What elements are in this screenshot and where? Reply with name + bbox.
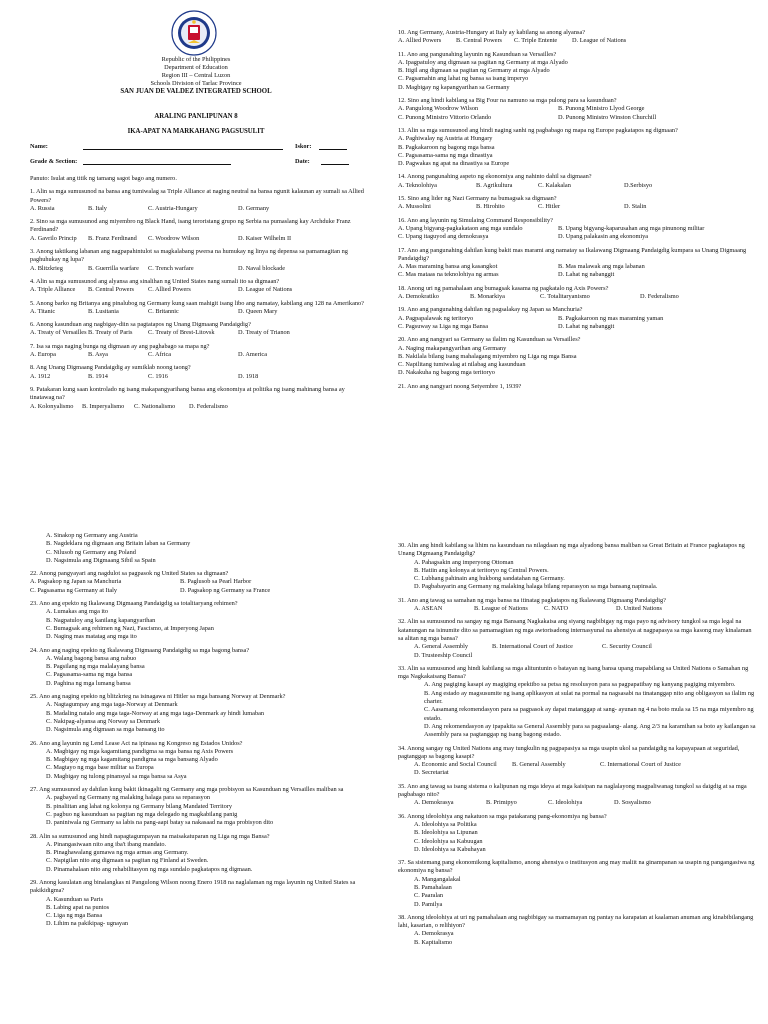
- col1-question-6: [30, 321, 366, 338]
- col2-question-2: [398, 51, 748, 92]
- col1-option: C. Allied Powers: [148, 286, 191, 294]
- col4-question-1: [398, 542, 756, 592]
- deped-seal-icon: [171, 10, 217, 56]
- col3-option: A. Lumakas ang mga ito: [46, 608, 109, 616]
- col3-option: B. Magbigay ng mga kagamitang pandigma sa mga bansang Alyado: [46, 756, 218, 764]
- col2-option: A. Upang bigyang-pagkakataon ang mga sundalo: [398, 224, 523, 232]
- col2-option: C. Totalitaryanismo: [540, 293, 590, 301]
- col1-options-row: [30, 329, 366, 337]
- col4-option: B. Pamahalaan: [414, 883, 452, 891]
- col3-option: D. Paghina ng mga lumang bansa: [46, 679, 131, 687]
- col4-question-text: 32. Alin sa sumusunod na sangay ng mga Bansang Nagkakaisa ang siyang nagbibigay ng mga payo ng advisory tungkol sa mga legal na katanungan na isinumite dito sa pamamagitan ng mga awtorisadong internasyunal na ahensiya at nagpapasya sa mga kasong may kinalaman sa alitan ng mga bansa?: [398, 618, 752, 642]
- col1-options-row: [30, 235, 366, 243]
- col4-options-row: [398, 799, 756, 807]
- col4-option: C. Lubhang pahinain ang hukbong sandatahan ng Germany.: [414, 575, 565, 583]
- col1-option: D. America: [238, 351, 268, 359]
- col2-question-text: 12. Sino ang hindi kabilang sa Big Four na namuno sa mga pulong para sa kasunduan?: [398, 97, 617, 105]
- col2-option: A. Paghiwalay ng Austria at Hungary: [398, 135, 493, 143]
- col3-question-3: [30, 600, 375, 641]
- col3-option: A. Pinangasiwaan nito ang iba't ibang mandato.: [46, 840, 167, 848]
- col1-options-row: [30, 265, 366, 273]
- col1-question-7: [30, 343, 366, 360]
- col4-option: C. Security Council: [602, 643, 652, 651]
- col1-option: A. Blitzkrieg: [30, 264, 63, 272]
- col2-options-row: [398, 225, 748, 233]
- col1-question-text: 7. Isa sa mga naging bunga ng digmaan ay ang paghabago sa mapa ng?: [30, 342, 210, 350]
- col1-question-2: [30, 218, 366, 243]
- col1-option: A. Triple Alliance: [30, 286, 76, 294]
- col2-option: C. Mas mataas na teknolohiya ng armas: [398, 271, 499, 279]
- col1-options-row: [30, 286, 366, 294]
- col2-option: C. Triple Entente: [514, 37, 558, 45]
- department-line: Department of Education: [164, 64, 228, 72]
- name-field[interactable]: [30, 143, 283, 150]
- col1-option: D. Naval blockade: [238, 264, 286, 272]
- col3-option: B. Paglusob sa Pearl Harbor: [180, 578, 252, 586]
- col2-options-row: [398, 323, 748, 331]
- col1-option: C. Treaty of Brest-Litovsk: [148, 329, 215, 337]
- col3-option: D. Nagsimula ang digmaan sa mga bansang ito: [46, 726, 165, 734]
- col2-option: C. Pagsasama-sama ng mga dinastiya: [398, 151, 493, 159]
- school-name: SAN JUAN DE VALDEZ INTEGRATED SCHOOL: [120, 88, 272, 96]
- column-4: [398, 542, 756, 952]
- col1-option: D. Queen Mary: [238, 307, 278, 315]
- col2-option: B. Monarkiya: [470, 293, 505, 301]
- col3-option: A. Walang bagong bansa ang nabuo: [46, 654, 137, 662]
- col2-option: D. Magbigay ng kapangyarihan sa Germany: [398, 83, 510, 91]
- col2-option: D. Lahat ng nabanggit: [558, 322, 615, 330]
- col4-option: D. Pamilya: [414, 900, 443, 908]
- col3-option: B. Pagsilang ng mga malalayang bansa: [46, 663, 145, 671]
- col2-options-row: [398, 114, 748, 122]
- col1-option: C. Trench warfare: [148, 264, 194, 272]
- col2-option: C. Pagsuway sa Liga ng mga Bansa: [398, 322, 489, 330]
- col2-option: D. League of Nations: [572, 37, 627, 45]
- col3-question-9: [30, 879, 375, 929]
- col1-option: A. Kolonyalismo: [30, 402, 74, 410]
- col3-question-text: 24. Ano ang naging epekto ng Ikalawang Digmaang Pandaigdig sa mga bagong bansa?: [30, 646, 250, 654]
- col3-question-5: [30, 693, 375, 734]
- col3-option: C. Liga ng mga Bansa: [46, 912, 103, 920]
- col4-options-row: [398, 761, 756, 778]
- col3-question-text: 26. Ano ang layunin ng Lend Lease Act na ipinasa ng Kongreso ng Estados Unidos?: [30, 739, 243, 747]
- iskor-field[interactable]: [295, 143, 347, 150]
- col3-question-8: [30, 833, 375, 874]
- col2-option: B. Pagkakaroon ng mas maraming yaman: [558, 314, 664, 322]
- col2-option: A. Naging makapangyarihan ang Germany: [398, 344, 507, 352]
- question-list-1: [30, 188, 366, 411]
- col2-option: C. Upang itaguyod ang demokrasya: [398, 233, 489, 241]
- col4-question-3: [398, 618, 756, 659]
- col4-option: B. General Assembly: [512, 761, 566, 769]
- col1-question-8: [30, 364, 366, 381]
- col4-option: D. Ang rekomendasyon ay ipapakita sa General Assembly para sa pagsaalang- alang. Ang 2/3 na karamihan sa boto ay kailangan sa Assembly para sa pagtanggap ng isang bagong estado.: [424, 722, 756, 739]
- col4-option: A. Pahagsakin ang imperyong Ottoman: [414, 558, 514, 566]
- col4-option: A. General Assembly: [414, 643, 469, 651]
- col1-option: C. Africa: [148, 351, 172, 359]
- date-field[interactable]: [295, 158, 349, 165]
- col2-question-10: [398, 306, 748, 331]
- col3-option: D. paniniwala ng Germany sa labis na pang-aapi batay sa nakasaad na mga probisyon dito: [46, 819, 274, 827]
- col4-question-text: 35. Ano ang tawag sa isang sistema o kalipunan ng mga ideya at mga kaisipan na naglalayong magpaliwanag tungkol sa daigdig at sa mga pagbabago nito?: [398, 782, 747, 799]
- name-label: Name:: [30, 143, 48, 150]
- col2-option: D. Nakakuha ng bagong mga teritoryo: [398, 369, 495, 377]
- col4-option: D. Sosyalismo: [614, 799, 651, 807]
- col4-option: B. League of Nations: [474, 605, 528, 613]
- col3-question-1: [30, 532, 375, 565]
- col2-option: B. Upang bigyang-kaparusahan ang mga pinunong militar: [558, 224, 705, 232]
- col2-option: B. Hirohito: [476, 203, 505, 211]
- col1-options-row: [30, 351, 366, 359]
- col4-option: C. NATO: [544, 605, 569, 613]
- col1-question-5: [30, 300, 366, 317]
- col4-option: D. Secretariat: [414, 769, 449, 777]
- col3-question-text: 29. Anong kasulatan ang binalangkas ni Pangulong Wilson noong Enero 1918 na naglalaman ng mga layunin ng United States sa pakikidigma?: [30, 878, 356, 895]
- col1-question-text: 1. Alin sa mga sumusunod na bansa ang tumiwalag sa Triple Alliance at naging neutral na bansa ngunit kalaunan ay sumali sa Allied Powers?: [30, 188, 364, 204]
- col3-option: C. Nilusob ng Germany ang Poland: [46, 548, 136, 556]
- col2-question-4: [398, 127, 748, 168]
- col1-option: A. Treaty of Versailles: [30, 329, 87, 337]
- col2-option: C. Punong Ministro Vittorio Orlando: [398, 113, 492, 121]
- col2-option: D. Upang palakasin ang ekonomiya: [558, 233, 649, 241]
- col4-option: B. Kapitalismo: [414, 938, 453, 946]
- col2-option: B. Nakilala bilang isang mahalagang miyembro ng Liga ng mga Bansa: [398, 352, 577, 360]
- col3-option: A. Sinakop ng Germany ang Austria: [46, 532, 138, 539]
- col2-options-row: [398, 203, 748, 211]
- col1-option: D. Germany: [238, 204, 270, 212]
- col3-option: C. Napigilan nito ang digmaan sa pagitan ng Finland at Sweden.: [46, 857, 209, 865]
- col4-option: A. Demokrasya: [414, 799, 454, 807]
- col3-option: D. Magbigay ng tulong pinansyal sa mga bansa sa Asya: [46, 772, 187, 780]
- col4-question-7: [398, 813, 756, 854]
- date-label: Date:: [295, 158, 310, 165]
- col3-option: C. Magtayo ng mga base militar sa Europa: [46, 764, 154, 772]
- col4-question-text: 37. Sa sistemang pang ekonomikong kapitalismo, anong ahensiya o institusyon ang may maliit na ginampanan sa usapin ng pangangasiwa ng ekonomiya ng bansa?: [398, 859, 755, 875]
- col3-option: D. Pinamahalaan nito ang rehabilitasyon ng mga sundalo pagkatapos ng digmaan.: [46, 865, 253, 873]
- col1-option: A. 1912: [30, 372, 51, 380]
- col1-option: C. Nationalismo: [134, 402, 176, 410]
- col4-option: C. Aasamang rekomendasyon para sa pagpasok ay dapat matanggap at sang- ayunan ng 4 na boto mula sa 15 na mga miyembro ng estado.: [424, 706, 754, 722]
- col2-question-12: [398, 383, 748, 391]
- col2-option: A. Teknolohiya: [398, 181, 437, 189]
- col2-option: A. Pangulong Woodrow Wilson: [398, 105, 479, 113]
- col3-option: B. Madaling natalo ang mga taga-Norway at ang mga taga-Denmark ay hindi lumaban: [46, 709, 265, 717]
- col4-question-8: [398, 859, 756, 909]
- col3-question-text: 23. Ano ang epekto ng Ikalawang Digmaang Pandaigdig sa totalitaryang rehimen?: [30, 600, 238, 608]
- col4-option: A. ASEAN: [414, 605, 443, 613]
- exam-title: IKA-APAT NA MARKAHANG PAGSUSULIT: [127, 128, 265, 135]
- col4-question-text: 31. Ano ang tawag sa samahan ng mga bansa na itinatag pagkatapos ng Ikalawang Digmaang Pandaigdig?: [398, 596, 666, 604]
- col1-option: A. Russia: [30, 204, 55, 212]
- col3-question-6: [30, 740, 375, 781]
- instructions: Panuto: Isulat ang titik ng tamang sagot bago ang numero.: [30, 175, 177, 182]
- col2-question-9: [398, 285, 748, 302]
- col2-option: D. Stalin: [624, 203, 647, 211]
- col2-question-text: 17. Ano ang pangunahing dahilan kung bakit mas marami ang namatay sa Ikalawang Digmaang Pandaigdig kumpara sa Unang Digmaang Pandaigdig?: [398, 246, 747, 262]
- school-header: [20, 56, 372, 97]
- col2-option: B. Pagkakaroon ng bagong mga bansa: [398, 143, 495, 151]
- col2-option: B. Mas malawak ang mga labanan: [558, 263, 645, 271]
- col2-question-text: 16. Ano ang layunin ng Simulaing Command Responsibility?: [398, 216, 553, 224]
- col1-question-9: [30, 386, 366, 411]
- republic-line: Republic of the Philippines: [161, 56, 231, 63]
- col4-question-text: 30. Alin ang hindi kabilang sa lihim na kasunduan na nilagdaan ng mga alyadong bansa maliban sa Great Britain at France pagkatapos ng Unang Digmaang Pandaigdig?: [398, 542, 745, 558]
- col2-option: D.Serbisyo: [624, 181, 653, 189]
- col3-question-4: [30, 647, 375, 688]
- col4-option: A. Mangangalakal: [414, 875, 461, 883]
- col2-question-text: 11. Ano ang pangunahing layunin ng Kasunduan sa Versailles?: [398, 50, 557, 58]
- col3-question-text: 22. Anong pangyayari ang nagdulot sa pagpasok ng United States sa digmaan?: [30, 570, 229, 578]
- grade-label: Grade & Section:: [30, 158, 78, 165]
- col2-question-text: 18. Anong uri ng pamahalaan ang bumagsak kasama ng pagkatalo ng Axis Powers?: [398, 284, 609, 292]
- col4-question-9: [398, 914, 756, 947]
- col3-option: A. Magbigay ng mga kagamitang pandigma sa mga bansa ng Axis Powers: [46, 747, 234, 755]
- col3-option: C. Bumagsak ang rehimen ng Nazi, Fascismo, at Imperyong Japan: [46, 624, 214, 632]
- col4-option: A. Demokrasya: [414, 930, 454, 938]
- col4-question-6: [398, 783, 756, 808]
- col3-option: B. Nagdeklara ng digmaan ang Britain laban sa Germany: [46, 540, 191, 548]
- col1-question-text: 6. Anong kasunduan ang nagbigay-diin sa pagtatapos ng Unang Digmaang Pandaigdig?: [30, 321, 251, 329]
- col2-question-8: [398, 247, 748, 280]
- col2-question-6: [398, 195, 748, 212]
- col1-option: A. Titanic: [30, 307, 56, 315]
- col1-options-row: [30, 205, 366, 213]
- col1-option: C. Britannic: [148, 307, 179, 315]
- col2-option: D. Federalismo: [640, 293, 679, 301]
- col4-question-text: 33. Alin sa sumusunod ang hindi kabilang sa mga alituntunin o batayan ng isang bansa upang mapabilang sa United Nations o Samahan ng mga Nagkakaisang Bansa?: [398, 664, 749, 681]
- column-3: [30, 532, 375, 934]
- col1-options-row: [30, 373, 366, 381]
- col3-option: B. Nagpatuloy ang kanilang kapangyarihan: [46, 616, 156, 624]
- col2-options-row: [398, 263, 748, 271]
- col2-option: A. Pagpapalawak ng teritoryo: [398, 314, 474, 322]
- col2-option: D. Lahat ng nabanggit: [558, 271, 615, 279]
- col1-question-text: 2. Sino sa mga sumusunod ang miyembro ng Black Hand, isang teroristang grupo ng Serbia na pumaslang kay Archduke Franz Ferdinand?: [30, 218, 351, 234]
- col1-question-1: [30, 188, 366, 213]
- col1-option: A. Gavrilo Princip: [30, 234, 77, 242]
- col3-option: C. Pagsasama-sama ng mga bansa: [46, 671, 133, 679]
- col1-options-row: [30, 403, 366, 411]
- col2-options-row: [398, 37, 748, 45]
- col2-option: B. Agrikultura: [476, 181, 513, 189]
- col4-question-text: 36. Anong ideolohiya ang nakatuon sa mga patakarang pang-ekonomiya ng bansa?: [398, 812, 607, 820]
- col2-option: C. Hitler: [538, 203, 561, 211]
- col3-option: A. Nagtagumpay ang mga taga-Norway at Denmark: [46, 701, 178, 709]
- col3-question-text: 28. Alin sa sumusunod ang hindi napagtagumpayan na maisakatuparan ng Liga ng mga Bansa?: [30, 832, 270, 840]
- col4-option: B. Hatiin ang kolonya at teritoryo ng Central Powers.: [414, 566, 549, 574]
- col1-question-text: 8. Ang Unang Digmaang Pandaigdig ay sumiklab noong taong?: [30, 364, 191, 372]
- col1-option: B. Asya: [88, 351, 108, 359]
- col3-option: C. Nakipag-alyansa ang Norway sa Denmark: [46, 717, 161, 725]
- col2-question-text: 20. Ano ang nangyari sa Germany sa ilalim ng Kasunduan sa Versailles?: [398, 336, 581, 344]
- col1-options-row: [30, 308, 366, 316]
- col3-option: A. Pagsakop ng Japan sa Manchuria: [30, 578, 122, 586]
- col2-option: A. Demokratiko: [398, 293, 439, 301]
- col1-question-text: 4. Alin sa mga sumusunod ang alyansa ang sinalihan ng United States nang sumali ito sa digmaan?: [30, 277, 280, 285]
- col1-option: D. Treaty of Trianon: [238, 329, 290, 337]
- col1-option: B. Central Powers: [88, 286, 134, 294]
- col1-option: D. Federalismo: [189, 402, 228, 410]
- col2-option: B. Itigil ang digmaan sa pagitan ng Germany at mga Alyado: [398, 67, 550, 75]
- col2-option: D. Punong Ministro Winston Churchill: [558, 113, 657, 121]
- col4-option: A. Economic and Social Council: [414, 761, 497, 769]
- col2-option: A. Ipagpatuloy ang digmaan sa pagitan ng Germany at mga Alyado: [398, 58, 568, 66]
- col4-option: C. Ideolohiya: [548, 799, 583, 807]
- col2-options-row: [398, 182, 748, 190]
- col3-question-2: [30, 570, 375, 595]
- col4-option: C. Paaralan: [414, 892, 444, 900]
- col3-options-row: [30, 587, 375, 595]
- iskor-label: Iskor:: [295, 143, 312, 150]
- col1-question-4: [30, 278, 366, 295]
- col2-question-text: 21. Ano ang nangyari noong Setyembre 1, 1939?: [398, 382, 522, 390]
- col3-option: B. Pinaghawalang gumawa ng mga armas ang Germany.: [46, 849, 189, 857]
- col4-question-2: [398, 597, 756, 614]
- division-line: Schools Division of Tarlac Province: [150, 80, 242, 88]
- col4-option: C. Ideolohiya sa Kabuugan: [414, 837, 483, 845]
- col4-option: D. Trusteeship Council: [414, 651, 473, 659]
- col1-option: B. Guerrilla warfare: [88, 264, 139, 272]
- col4-option: A. Ideolohiya sa Politika: [414, 820, 477, 828]
- col1-question-3: [30, 248, 366, 273]
- col3-option: A. pagbayad ng Germany ng malaking halaga para sa reparasyon: [46, 794, 211, 802]
- col2-option: A. Mussolini: [398, 203, 431, 211]
- col1-option: B. Italy: [88, 204, 107, 212]
- col2-question-text: 10. Ang Germany, Austria-Hungary at Italy ay kabilang sa anong alyansa?: [398, 29, 586, 36]
- col3-option: D. Naging mas matatag ang mga ito: [46, 633, 137, 641]
- col1-option: B. Imperyalismo: [82, 402, 125, 410]
- col4-options-row: [398, 605, 756, 613]
- col2-options-row: [398, 315, 748, 323]
- col2-options-row: [398, 233, 748, 241]
- col2-option: C. Kalakalan: [538, 181, 571, 189]
- col1-question-text: 5. Anong barko ng Britanya ang pinalubog ng Germany kung saan mahigit isang libo ang namatay, kabilang ang 128 na Amerikano?: [30, 299, 364, 307]
- col2-option: C. Napilitang tumiwalag at nilabag ang kasunduan: [398, 361, 526, 369]
- col3-question-7: [30, 786, 375, 827]
- col1-option: D. Kaiser Wilhelm II: [238, 234, 292, 242]
- column-1: [30, 175, 366, 416]
- col3-options-row: [30, 578, 375, 586]
- col4-option: B. International Court of Justice: [492, 643, 573, 651]
- col4-question-5: [398, 745, 756, 778]
- col2-question-3: [398, 97, 748, 122]
- grade-section-field[interactable]: [30, 158, 231, 165]
- col4-question-text: 34. Anong sangay ng United Nations ang may tungkulin ng pagpapasiya sa mga usapin ukol sa pandaigdig na kapayapaan at seguridad, pagtanggap sa bagong kasapi?: [398, 744, 740, 760]
- col4-question-4: [398, 665, 756, 740]
- col2-option: D. Pagwakas ng apat na dinastiya sa Europe: [398, 160, 510, 168]
- col2-option: A. Mas maraming bansa ang kasangkot: [398, 263, 498, 271]
- col1-option: A. Europa: [30, 351, 56, 359]
- col1-option: D. 1918: [238, 372, 259, 380]
- col1-option: B. Franz Ferdinand: [88, 234, 137, 242]
- col2-options-row: [398, 105, 748, 113]
- col2-question-1: [398, 29, 748, 46]
- col2-question-5: [398, 173, 748, 190]
- col1-option: B. Lusitania: [88, 307, 119, 315]
- col2-question-11: [398, 336, 748, 377]
- col4-option: D. Pagbabayarin ang Germany ng malaking halaga bilang reparasyon sa mga bansang napinsala.: [414, 583, 658, 591]
- col3-option: D. Pagsakop ng Germany sa France: [180, 586, 271, 594]
- col2-options-row: [398, 271, 748, 279]
- column-2: [398, 29, 748, 396]
- col3-question-text: 27. Ang sumusunod ay dahilan kung bakit ikinagalit ng Germany ang mga probisyon sa Kasunduan ng Versailles maliban sa: [30, 786, 344, 794]
- col2-option: B. Central Powers: [456, 37, 502, 45]
- col1-question-text: 3. Anong taktikang labanan ang nagpapahintulot sa magkalabang pwersa na humukay ng linya ng depensa sa pamamagitan ng paghuhukay ng lupa?: [30, 248, 348, 264]
- col3-option: B. Labing apat na puntos: [46, 903, 110, 911]
- col3-option: B. pinaliitan ang lahat ng kolonya ng Germany bilang Mandated Territory: [46, 802, 233, 810]
- col2-question-text: 13. Alin sa mga sumusunod ang hindi naging sanhi ng pagbabago ng mapa ng Europe pagkatapos ng digmaan?: [398, 126, 678, 134]
- col2-options-row: [398, 293, 748, 301]
- col2-option: C. Pagsamahin ang lahat ng bansa sa isang imperyo: [398, 75, 529, 83]
- col2-option: A. Allied Powers: [398, 37, 442, 45]
- col3-option: D. Nagsimula ang Digmaang Sibil sa Spain: [46, 556, 156, 564]
- col4-option: D. United Nations: [616, 605, 662, 613]
- col4-option: A. Ang pagiging kasapi ay magiging epektibo sa petsa ng resolusyon para sa pagpapatibay ng kanyang pagiging miyembro.: [424, 681, 736, 689]
- col1-option: C. 1916: [148, 372, 168, 380]
- region-line: Region III – Central Luzon: [161, 72, 231, 80]
- col2-question-text: 19. Ano ang pangunahing dahilan ng pagsalakay ng Japan sa Manchuria?: [398, 306, 583, 314]
- col3-question-text: 25. Ano ang naging epekto ng blitzkrieg na isinagawa ni Hitler sa mga bansang Norway at Denmark?: [30, 693, 286, 701]
- col1-question-text: 9. Patakaran kung saan kontrolado ng isang makapangyarihang bansa ang ekonomiya at politika ng isang mahinang bansa ay tinatawag na?: [30, 385, 345, 402]
- col2-question-text: 15. Sino ang lider ng Nazi Germany na bumagsak sa digmaan?: [398, 195, 557, 203]
- col4-option: B. Ideolohiya sa Lipunan: [414, 829, 478, 837]
- col4-option: C. International Court of Justice: [600, 761, 681, 769]
- col4-question-text: 38. Anong ideolohiya at uri ng pamahalaan ang nagbibigay sa mamamayan ng pantay na karapatan at kaalaman anuman ang kinabibilangang lahi, kasarian, o relihiyon?: [398, 913, 754, 930]
- col2-option: B. Punong Ministro Llyod George: [558, 105, 645, 113]
- subject-title: ARALING PANLIPUNAN 8: [154, 113, 238, 120]
- col1-option: C. Woodrow Wilson: [148, 234, 200, 242]
- col2-question-text: 14. Anong pangunahing aspeto ng ekonomiya ang nahinto dahil sa digmaan?: [398, 173, 592, 181]
- col2-question-7: [398, 217, 748, 242]
- col4-option: D. Ideolohiya sa Kabuhayan: [414, 845, 486, 853]
- col1-option: D. League of Nations: [238, 286, 293, 294]
- col3-option: A. Kasunduan sa Paris: [46, 895, 104, 903]
- col3-option: C. pagbuo ng kasunduan sa pagitan ng mga delegado ng magkabilang panig: [46, 810, 238, 818]
- col3-option: C. Pagsasama ng Germany at Italy: [30, 586, 118, 594]
- col4-option: B. Primipyo: [486, 799, 517, 807]
- col1-option: B. Treaty of Paris: [88, 329, 133, 337]
- col4-option: B. Ang estado ay magsusumite ng isang aplikasyon at sulat na pormal na nagsasabi na tinatanggap nito ang obligasyon sa ilalim ng charter.: [424, 689, 755, 706]
- col1-option: B. 1914: [88, 372, 108, 380]
- col4-options-row: [398, 643, 756, 660]
- col3-option: D. Lihim na pakikipag- ugnayan: [46, 920, 129, 928]
- col1-option: C. Austria-Hungary: [148, 204, 198, 212]
